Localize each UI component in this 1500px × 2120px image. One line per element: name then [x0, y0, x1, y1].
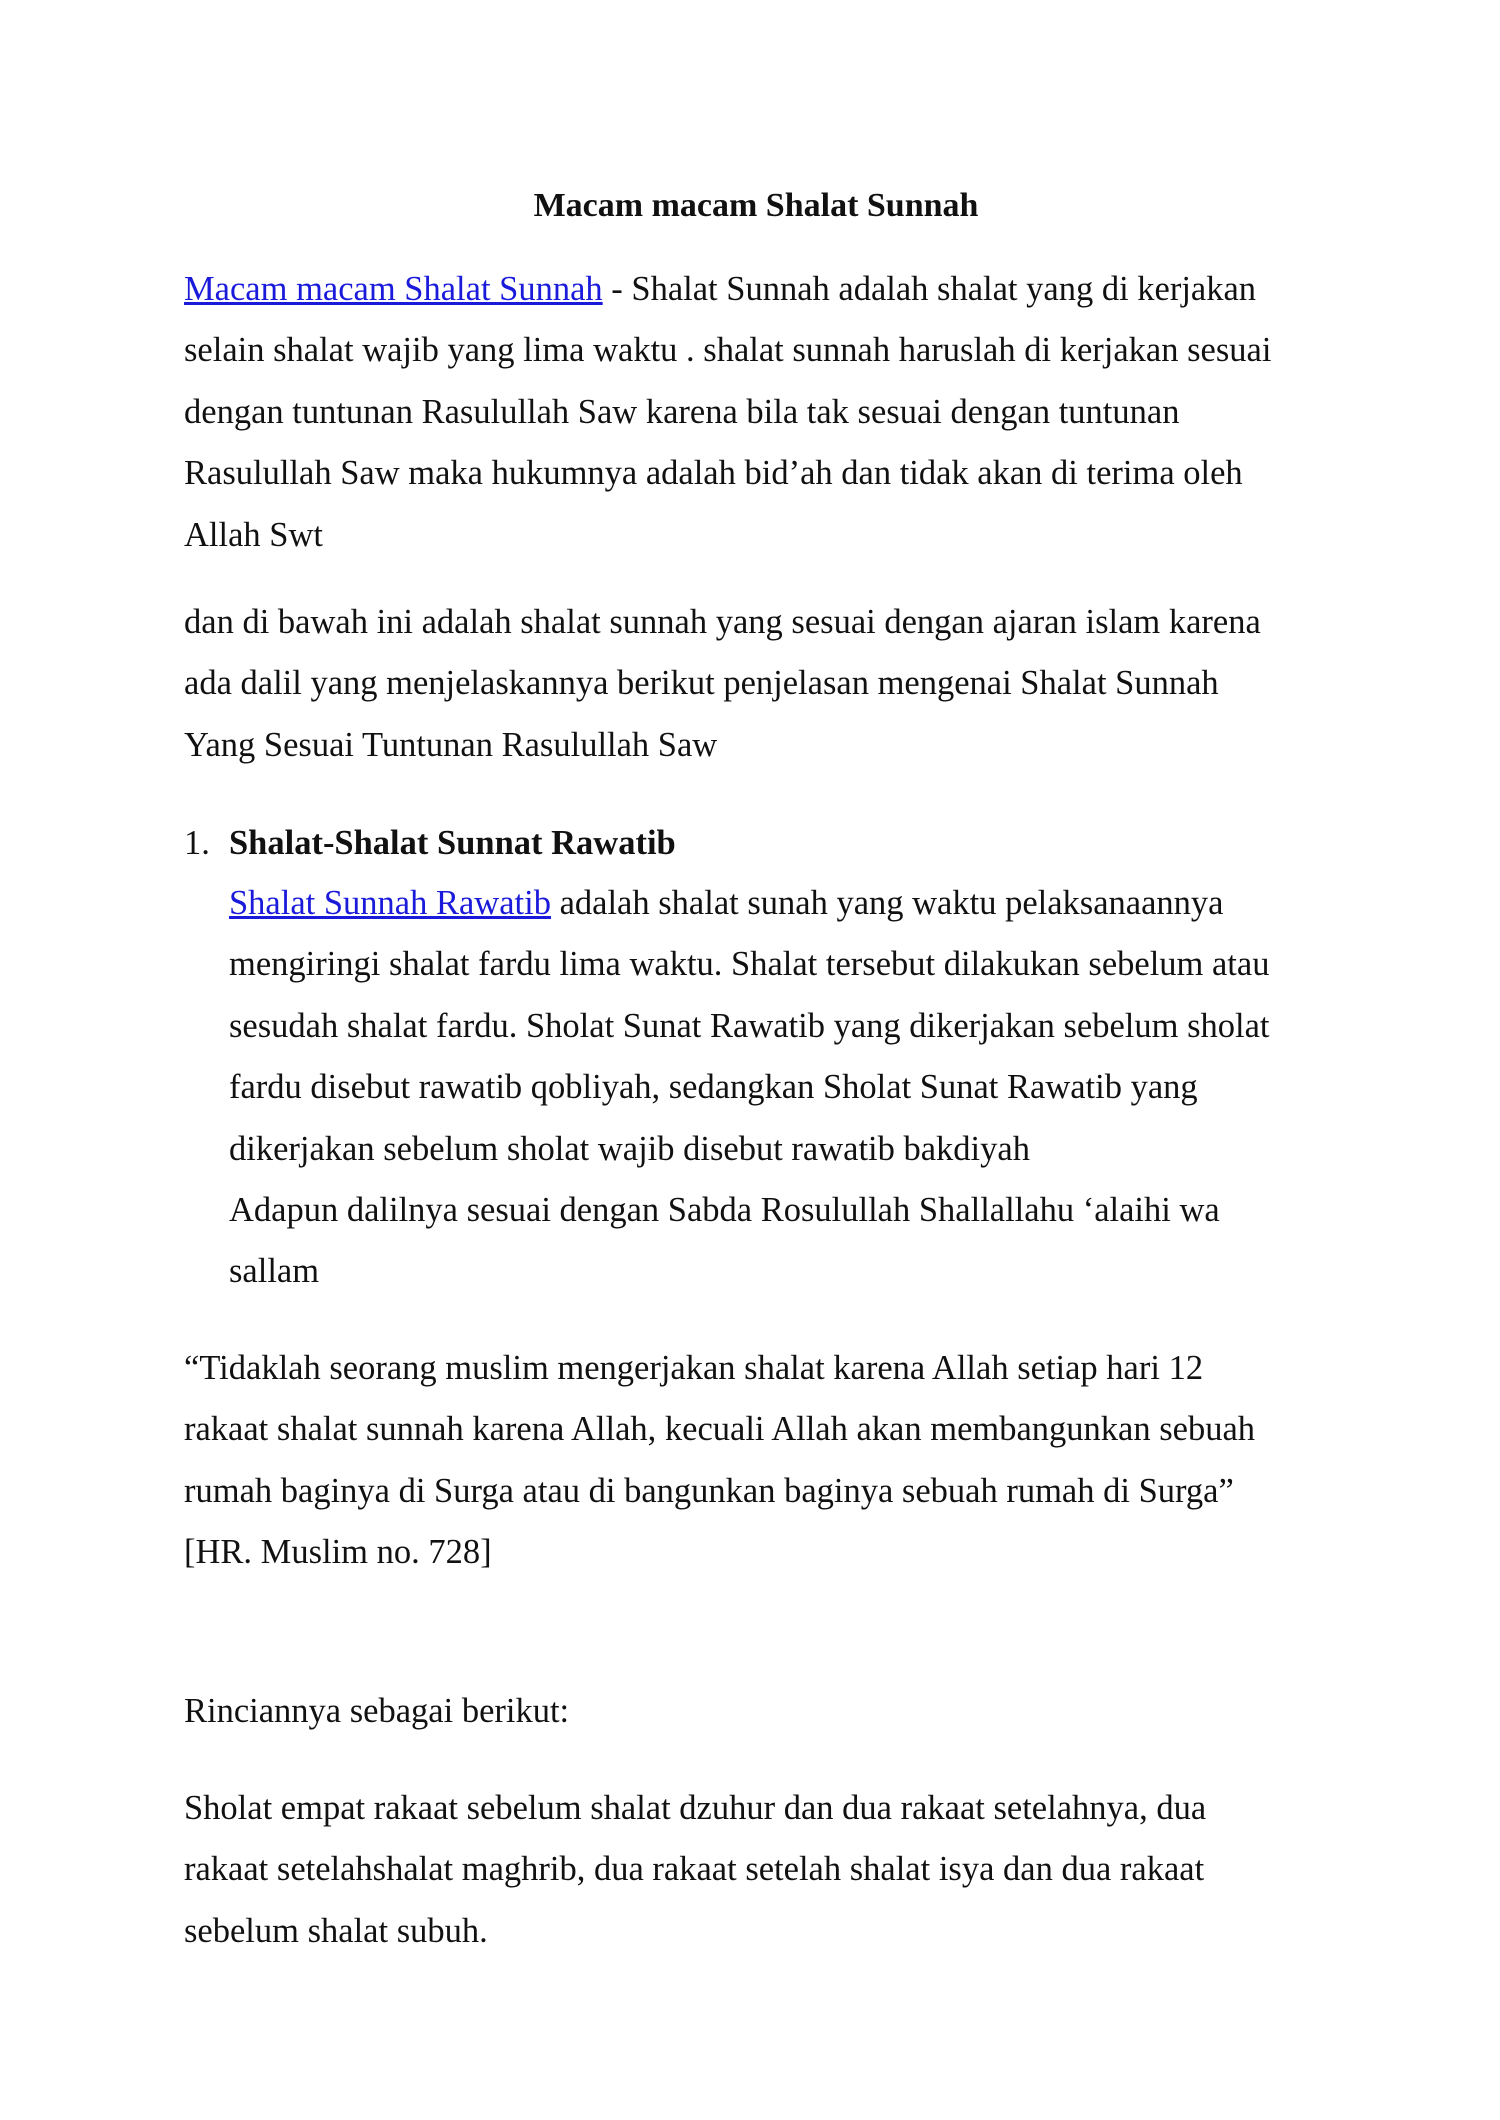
text-line: Sholat empat rakaat sebelum shalat dzuhur dan dua rakaat setelahnya, dua: [184, 1789, 1207, 1827]
list-number: 1.: [184, 824, 210, 862]
list-heading: Shalat-Shalat Sunnat Rawatib: [229, 824, 676, 862]
text-line: sallam: [229, 1252, 320, 1291]
text-line: ada dalil yang menjelaskannya berikut penjelasan mengenai Shalat Sunnah: [184, 664, 1219, 703]
list-item-body: [229, 873, 1270, 1303]
text-line: Allah Swt: [184, 515, 323, 554]
text-line: “Tidaklah seorang muslim mengerjakan shalat karena Allah setiap hari 12: [184, 1349, 1204, 1387]
text-line: sesudah shalat fardu. Sholat Sunat Rawatib yang dikerjakan sebelum sholat: [229, 1006, 1270, 1045]
text-line: fardu disebut rawatib qobliyah, sedangkan Sholat Sunat Rawatib yang: [229, 1068, 1198, 1107]
text-line: - Shalat Sunnah adalah shalat yang di kerjakan: [602, 270, 1257, 308]
second-paragraph: [184, 592, 1261, 776]
text-line: dengan tuntunan Rasulullah Saw karena bila tak sesuai dengan tuntunan: [184, 392, 1180, 431]
text-line: [HR. Muslim no. 728]: [184, 1533, 492, 1572]
text-line: dan di bawah ini adalah shalat sunnah yang sesuai dengan ajaran islam karena: [184, 603, 1261, 641]
page-title: Macam macam Shalat Sunnah: [533, 187, 979, 224]
text-line: selain shalat wajib yang lima waktu . shalat sunnah haruslah di kerjakan sesuai: [184, 331, 1272, 370]
details-paragraph: [184, 1778, 1206, 1962]
rincian-label: Rinciannya sebagai berikut:: [184, 1692, 570, 1730]
hadith-quote: [184, 1338, 1255, 1584]
text-line: dikerjakan sebelum sholat wajib disebut rawatib bakdiyah: [229, 1129, 1030, 1168]
rawatib-link[interactable]: Shalat Sunnah Rawatib: [229, 884, 551, 922]
text-line: Yang Sesuai Tuntunan Rasulullah Saw: [184, 725, 718, 764]
list-item: [0, 813, 1500, 874]
text-line: rumah baginya di Surga atau di bangunkan baginya sebuah rumah di Surga”: [184, 1471, 1234, 1510]
intro-link[interactable]: Macam macam Shalat Sunnah: [184, 270, 603, 308]
text-line: rakaat setelahshalat maghrib, dua rakaat setelah shalat isya dan dua rakaat: [184, 1850, 1205, 1889]
text-line: mengiringi shalat fardu lima waktu. Shalat tersebut dilakukan sebelum atau: [229, 945, 1270, 984]
text-line: sebelum shalat subuh.: [184, 1911, 488, 1950]
text-line: Adapun dalilnya sesuai dengan Sabda Rosulullah Shallallahu ‘alaihi wa: [229, 1191, 1220, 1230]
text-line: Rasulullah Saw maka hukumnya adalah bid’ah dan tidak akan di terima oleh: [184, 454, 1243, 493]
intro-paragraph: [184, 259, 1271, 566]
text-line: rakaat shalat sunnah karena Allah, kecuali Allah akan membangunkan sebuah: [184, 1410, 1256, 1449]
text-line: adalah shalat sunah yang waktu pelaksanaannya: [550, 884, 1224, 922]
